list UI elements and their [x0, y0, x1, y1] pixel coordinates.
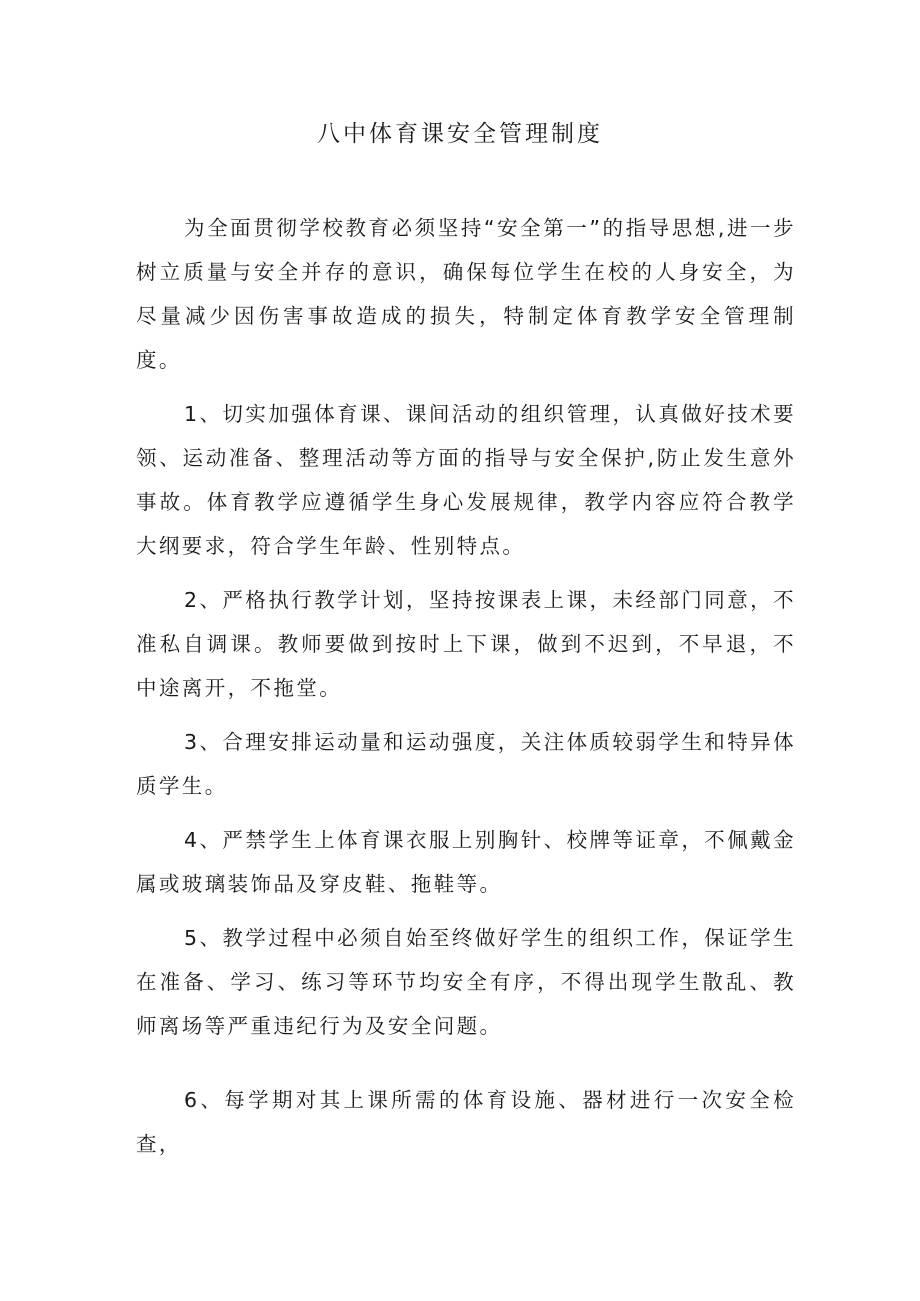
document-body [136, 206, 796, 1176]
paragraph-item-4: 4、严禁学生上体育课衣服上别胸针、校牌等证章，不佩戴金属或玻璃装饰品及穿皮鞋、拖鞋等。 [136, 828, 796, 896]
paragraph-item-1: 1、切实加强体育课、课间活动的组织管理，认真做好技术要领、运动准备、整理活动等方面的指导与安全保护,防止发生意外事故。体育教学应遵循学生身心发展规律，教学内容应符合教学大纲要求，符合学生年龄、性别特点。 [136, 402, 796, 558]
paragraph-item-5: 5、教学过程中必须自始至终做好学生的组织工作，保证学生在准备、学习、练习等环节均安全有序，不得出现学生散乱、教师离场等严重违纪行为及安全问题。 [136, 926, 796, 1038]
paragraph-item-6: 6、每学期对其上课所需的体育设施、器材进行一次安全检查， [136, 1088, 796, 1156]
paragraph-intro: 为全面贯彻学校教育必须坚持“安全第一”的指导思想,进一步树立质量与安全并存的意识，确保每位学生在校的人身安全，为尽量减少因伤害事故造成的损失，特制定体育教学安全管理制度。 [136, 216, 796, 372]
paragraph-item-2: 2、严格执行教学计划，坚持按课表上课，未经部门同意，不准私自调课。教师要做到按时上下课，做到不迟到，不早退，不中途离开，不拖堂。 [136, 588, 796, 700]
paragraph-item-3: 3、合理安排运动量和运动强度，关注体质较弱学生和特异体质学生。 [136, 730, 796, 798]
document-title: 八中体育课安全管理制度 [317, 121, 603, 147]
